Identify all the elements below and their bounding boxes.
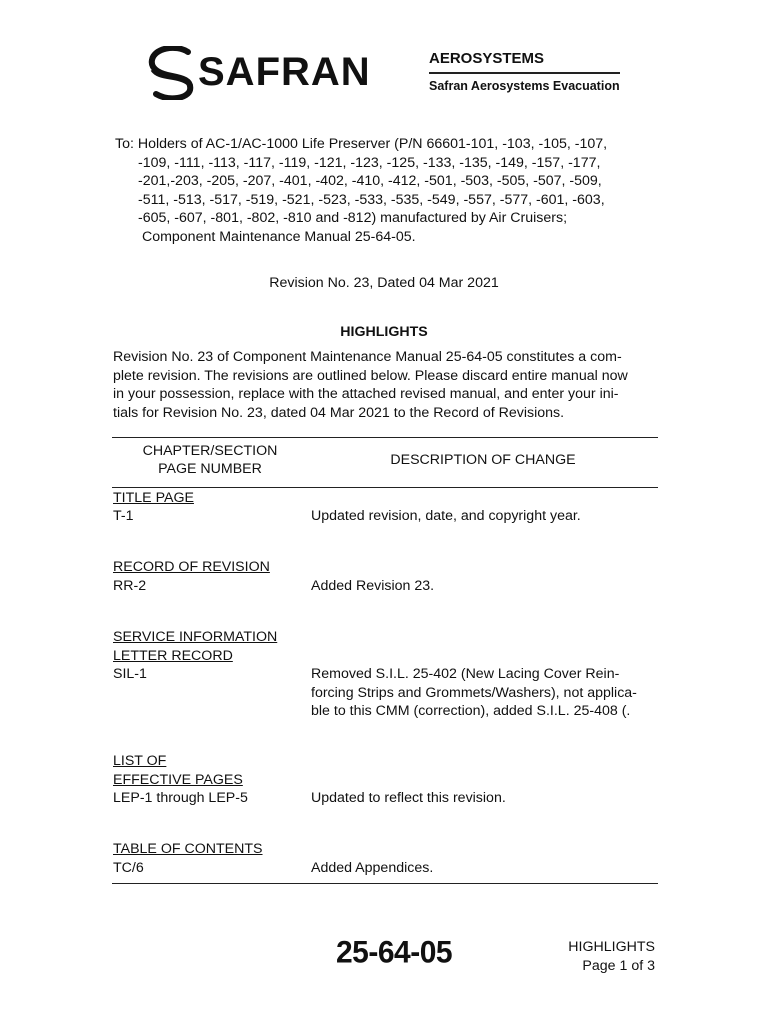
- subdivision-name: Safran Aerosystems Evacuation: [429, 79, 620, 93]
- row-section: SERVICE INFORMATION: [113, 629, 278, 645]
- row-page: T-1: [113, 508, 134, 524]
- row-description: Removed S.I.L. 25-402 (New Lacing Cover Rein-: [311, 666, 620, 682]
- row-page: RR-2: [113, 578, 147, 594]
- footer-page-info: [568, 938, 655, 975]
- intro-line: plete revision. The revisions are outlined below. Please discard entire manual now: [113, 367, 628, 384]
- row-description: ble to this CMM (correction), added S.I.L. 25-408 (.: [311, 703, 631, 719]
- brand-wordmark: SAFRAN: [198, 50, 371, 94]
- highlights-title: HIGHLIGHTS: [340, 324, 428, 340]
- footer-section: HIGHLIGHTS: [568, 939, 655, 955]
- addressee-line: -201,-203, -205, -207, -401, -402, -410, -412, -501, -503, -505, -507, -509,: [138, 173, 602, 189]
- safran-s-icon: [148, 46, 198, 100]
- table-header-rule: [112, 487, 658, 488]
- table-top-rule: [112, 437, 658, 438]
- row-description: forcing Strips and Grommets/Washers), not applica-: [311, 684, 637, 701]
- row-section: TITLE PAGE: [113, 490, 194, 506]
- addressee-line: Component Maintenance Manual 25-64-05.: [138, 228, 416, 245]
- addressee-line: -605, -607, -801, -802, -810 and -812) manufactured by Air Cruisers;: [138, 210, 568, 226]
- row-section: TABLE OF CONTENTS: [113, 841, 263, 857]
- row-description: Updated to reflect this revision.: [311, 790, 506, 806]
- col-header-chapter: [112, 442, 308, 478]
- row-section: LETTER RECORD: [113, 647, 233, 664]
- row-page: TC/6: [113, 859, 144, 876]
- col-header-line: PAGE NUMBER: [158, 461, 262, 477]
- footer-page-number: Page 1 of 3: [582, 957, 655, 974]
- row-page: SIL-1: [113, 666, 147, 682]
- row-description: Added Appendices.: [311, 859, 434, 876]
- row-description: Added Revision 23.: [311, 578, 435, 594]
- division-name: AEROSYSTEMS: [429, 50, 545, 67]
- revision-line: Revision No. 23, Dated 04 Mar 2021: [269, 275, 499, 291]
- row-section: LIST OF: [113, 753, 167, 769]
- division-divider: [429, 72, 620, 74]
- addressee-line: To: Holders of AC-1/AC-1000 Life Preserver (P/N 66601-101, -103, -105, -107,: [115, 136, 608, 152]
- col-header-description: DESCRIPTION OF CHANGE: [390, 452, 576, 468]
- intro-line: tials for Revision No. 23, dated 04 Mar 2021 to the Record of Revisions.: [113, 404, 565, 421]
- row-section: RECORD OF REVISION: [113, 559, 270, 575]
- row-description: Updated revision, date, and copyright year.: [311, 508, 581, 524]
- intro-line: Revision No. 23 of Component Maintenance Manual 25-64-05 constitutes a com-: [113, 349, 622, 365]
- col-header-line: CHAPTER/SECTION: [142, 443, 278, 459]
- addressee-line: -109, -111, -113, -117, -119, -121, -123, -125, -133, -135, -149, -157, -177,: [138, 154, 601, 171]
- intro-line: in your possession, replace with the attached revised manual, and enter your ini-: [113, 386, 619, 402]
- row-page: LEP-1 through LEP-5: [113, 790, 248, 806]
- table-bottom-rule: [112, 883, 658, 884]
- row-section: EFFECTIVE PAGES: [113, 771, 243, 788]
- addressee-line: -511, -513, -517, -519, -521, -523, -533, -535, -549, -557, -577, -601, -603,: [138, 191, 605, 208]
- document-number: 25-64-05: [336, 935, 453, 970]
